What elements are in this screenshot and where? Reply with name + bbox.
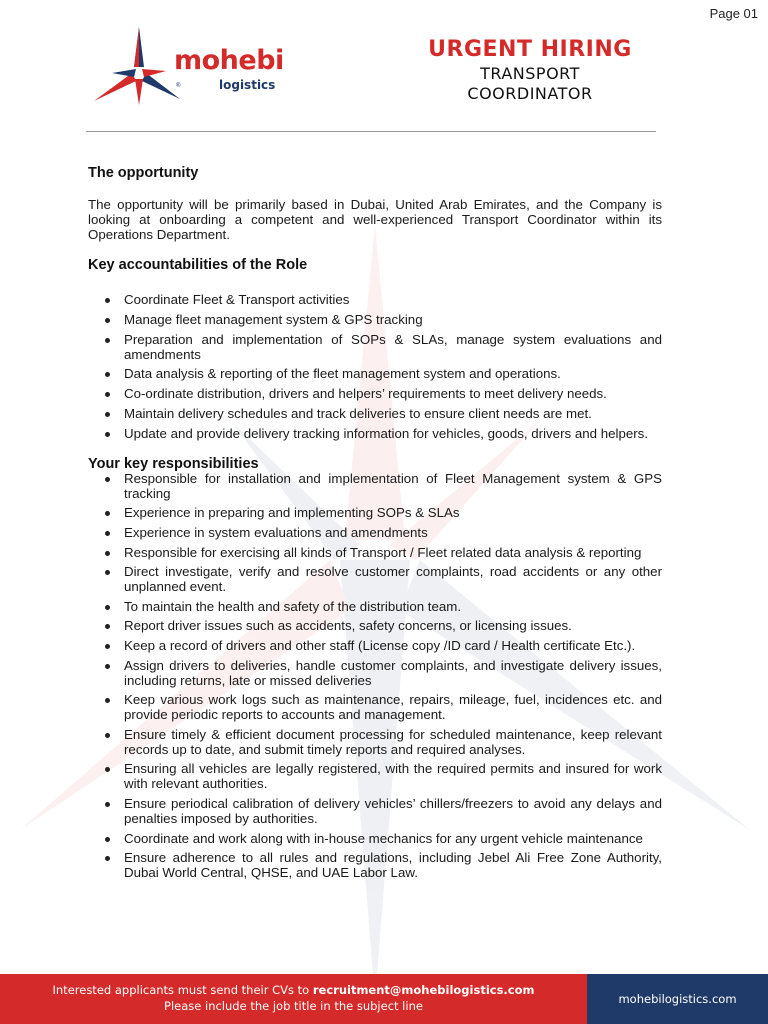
list-item: Manage fleet management system & GPS tracking (124, 312, 662, 327)
list-item: Ensure timely & efficient document processing for scheduled maintenance, keep relevant records up to date, and submit timely reports and required analyses. (124, 726, 662, 757)
urgent-hiring-title: URGENT HIRING (428, 37, 632, 62)
logo-subtitle: logistics (219, 78, 276, 92)
list-item: Direct investigate, verify and resolve customer complaints, road accidents or any other unplanned event. (124, 564, 662, 595)
recruitment-email-link[interactable]: recruitment@mohebilogistics.com (312, 983, 535, 997)
list-item: Update and provide delivery tracking information for vehicles, goods, drivers and helpers. (124, 426, 662, 441)
website-link[interactable]: mohebilogistics.com (587, 974, 768, 1024)
list-item: Ensure adherence to all rules and regulations, including Jebel Ali Free Zone Authority, Dubai World Central, QHSE, and UAE Labor Law. (124, 850, 662, 881)
list-item: Preparation and implementation of SOPs & SLAs, manage system evaluations and amendments (124, 331, 662, 362)
list-item: Keep various work logs such as maintenance, repairs, mileage, fuel, incidences etc. and provide periodic reports to accounts and management. (124, 692, 662, 723)
accountabilities-list (88, 292, 662, 441)
list-item: Experience in preparing and implementing SOPs & SLAs (124, 505, 662, 520)
list-item: Data analysis & reporting of the fleet management system and operations. (124, 366, 662, 381)
apply-text: Interested applicants must send their CVs to (52, 983, 313, 997)
subject-line-note: Please include the job title in the subject line (164, 999, 423, 1013)
list-item: Experience in system evaluations and amendments (124, 525, 662, 540)
responsibilities-list (88, 471, 662, 880)
list-item: Coordinate Fleet & Transport activities (124, 292, 662, 307)
registered-mark: ® (176, 83, 181, 89)
role-title-line2: COORDINATOR (467, 84, 593, 103)
list-item: To maintain the health and safety of the distribution team. (124, 599, 662, 614)
list-item: Co-ordinate distribution, drivers and helpers’ requirements to meet delivery needs. (124, 386, 662, 401)
opportunity-text: The opportunity will be primarily based in Dubai, United Arab Emirates, and the Company is looking at onboarding a competent and well-experienced Transport Coordinator within its Operations Department. (88, 197, 662, 242)
accountabilities-heading: Key accountabilities of the Role (88, 257, 308, 273)
logo-wordmark: mohebi (174, 45, 284, 76)
page-number: Page 01 (709, 6, 758, 21)
star-logo-icon (92, 25, 182, 107)
list-item: Report driver issues such as accidents, safety concerns, or licensing issues. (124, 618, 662, 633)
responsibilities-heading: Your key responsibilities (88, 455, 259, 472)
list-item: Responsible for installation and implementation of Fleet Management system & GPS tracking (124, 470, 662, 501)
list-item: Ensuring all vehicles are legally registered, with the required permits and insured for work with relevant authorities. (124, 761, 662, 792)
company-logo (92, 25, 282, 107)
job-description (88, 164, 662, 885)
list-item: Assign drivers to deliveries, handle customer complaints, and investigate delivery issues, including returns, late or missed deliveries (124, 657, 662, 688)
list-item: Keep a record of drivers and other staff (License copy /ID card / Health certificate Etc.). (124, 638, 662, 653)
list-item: Ensure periodical calibration of delivery vehicles’ chillers/freezers to avoid any delays and penalties imposed by authorities. (124, 795, 662, 826)
header-divider (86, 131, 656, 132)
opportunity-heading: The opportunity (88, 165, 199, 181)
footer (0, 974, 768, 1024)
job-header (412, 36, 648, 104)
list-item: Responsible for exercising all kinds of Transport / Fleet related data analysis & reporting (124, 545, 662, 560)
application-instructions (0, 974, 587, 1024)
list-item: Coordinate and work along with in-house mechanics for any urgent vehicle maintenance (124, 831, 662, 846)
role-title-line1: TRANSPORT (480, 64, 580, 83)
list-item: Maintain delivery schedules and track deliveries to ensure client needs are met. (124, 406, 662, 421)
